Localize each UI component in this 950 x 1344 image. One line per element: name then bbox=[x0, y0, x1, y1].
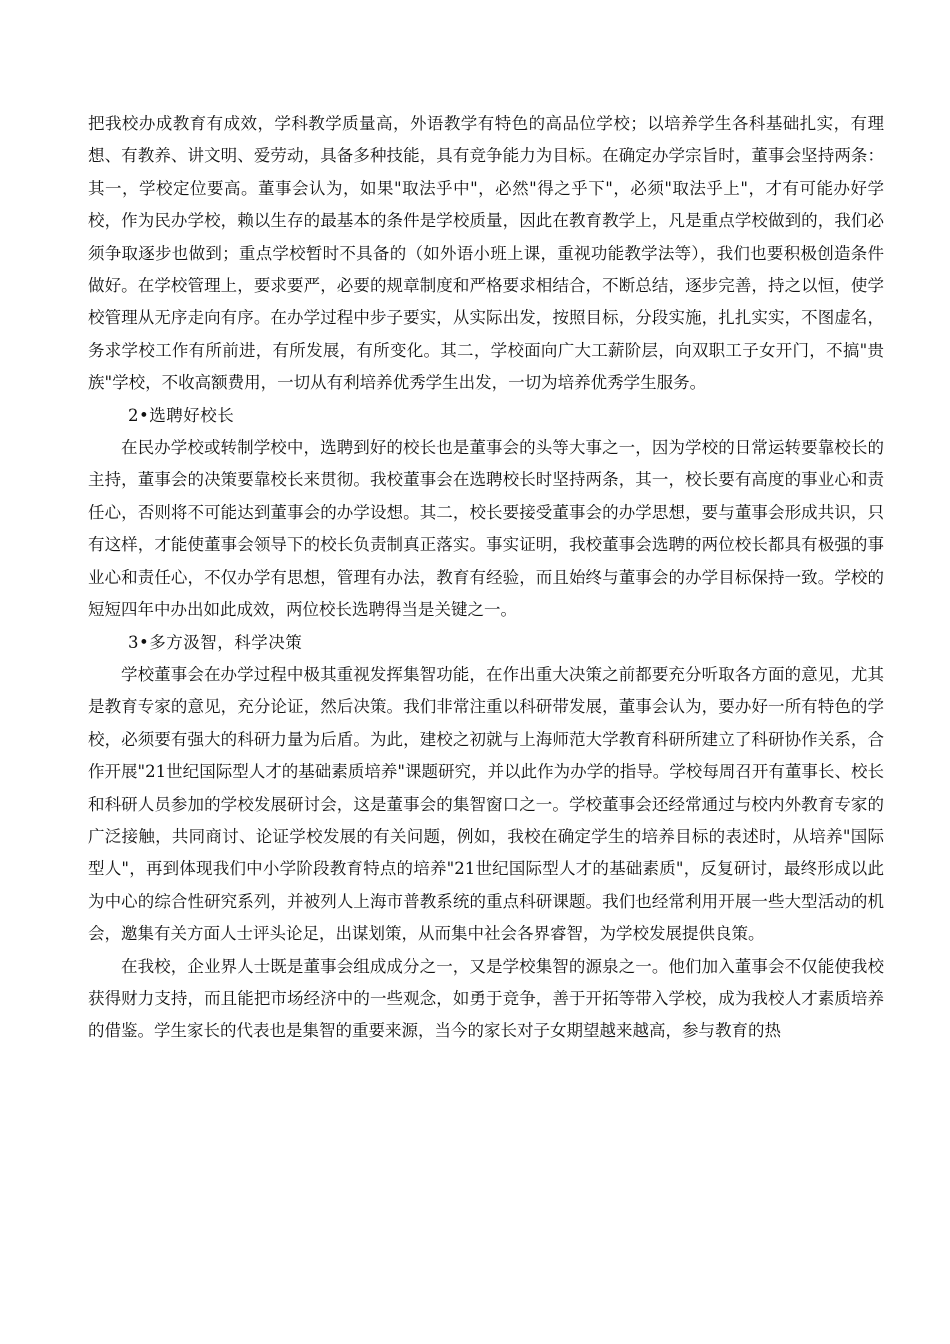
section-heading-select-principal: 2•选聘好校长 bbox=[128, 405, 235, 425]
paragraph-mission-continuation: 把我校办成教育有成效，学科教学质量高，外语教学有特色的高品位学校；以培养学生各科基础扎实，有理想、有教养、讲文明、爱劳动，具备多种技能，具有竞争能力为目标。在确定办学宗旨时，董事会坚持两条：其一，学校定位要高。董事会认为，如果"取法乎中"，必然"得之乎下"，必须"取法乎上"，才有可能办好学校，作为民办学校，赖以生存的最基本的条件是学校质量，因此在教育教学上，凡是重点学校做到的，我们必须争取逐步也做到；重点学校暂时不具备的（如外语小班上课，重视功能教学法等），我们也要积极创造条件做好。在学校管理上，要求要严，必要的规章制度和严格要求相结合，不断总结，逐步完善，持之以恒，使学校管理从无序走向有序。在办学过程中步子要实，从实际出发，按照目标，分段实施，扎扎实实，不图虚名，务求学校工作有所前进，有所发展，有所变化。其二，学校面向广大工薪阶层，向双职工子女开门，不搞"贵族"学校，不收高额费用，一切从有利培养优秀学生出发，一切为培养优秀学生服务。 bbox=[88, 114, 884, 393]
paragraph-select-principal: 在民办学校或转制学校中，选聘到好的校长也是董事会的头等大事之一，因为学校的日常运转要靠校长的主持，董事会的决策要靠校长来贯彻。我校董事会在选聘校长时坚持两条，其一，校长要有高度的事业心和责任心，否则将不可能达到董事会的办学设想。其二，校长要接受董事会的办学思想，要与董事会形成共识，只有这样，才能使董事会领导下的校长负责制真正落实。事实证明，我校董事会选聘的两位校长都具有极强的事业心和责任心，不仅办学有思想，管理有办法，教育有经验，而且始终与董事会的办学目标保持一致。学校的短短四年中办出如此成效，两位校长选聘得当是关键之一。 bbox=[88, 438, 884, 620]
document-body bbox=[88, 108, 884, 1048]
paragraph-enterprise-members: 在我校，企业界人士既是董事会组成成分之一，又是学校集智的源泉之一。他们加入董事会不仅能使我校获得财力支持，而且能把市场经济中的一些观念，如勇于竞争，善于开拓等带入学校，成为我校人才素质培养的借鉴。学生家长的代表也是集智的重要来源，当今的家长对子女期望越来越高，参与教育的热 bbox=[88, 956, 884, 1041]
section-heading-scientific-decision: 3•多方汲智，科学决策 bbox=[128, 632, 303, 652]
paragraph-scientific-decision: 学校董事会在办学过程中极其重视发挥集智功能，在作出重大决策之前都要充分听取各方面的意见，尤其是教育专家的意见，充分论证，然后决策。我们非常注重以科研带发展，董事会认为，要办好一所有特色的学校，必须要有强大的科研力量为后盾。为此，建校之初就与上海师范大学教育科研所建立了科研协作关系，合作开展"21世纪国际型人才的基础素质培养"课题研究，并以此作为办学的指导。学校每周召开有董事长、校长和科研人员参加的学校发展研讨会，这是董事会的集智窗口之一。学校董事会还经常通过与校内外教育专家的广泛接触，共同商讨、论证学校发展的有关问题，例如，我校在确定学生的培养目标的表述时，从培养"国际型人"，再到体现我们中小学阶段教育特点的培养"21世纪国际型人才的基础素质"，反复研讨，最终形成以此为中心的综合性研究系列，并被列人上海市普教系统的重点科研课题。我们也经常利用开展一些大型活动的机会，邀集有关方面人士评头论足，出谋划策，从而集中社会各界睿智，为学校发展提供良策。 bbox=[88, 664, 884, 944]
